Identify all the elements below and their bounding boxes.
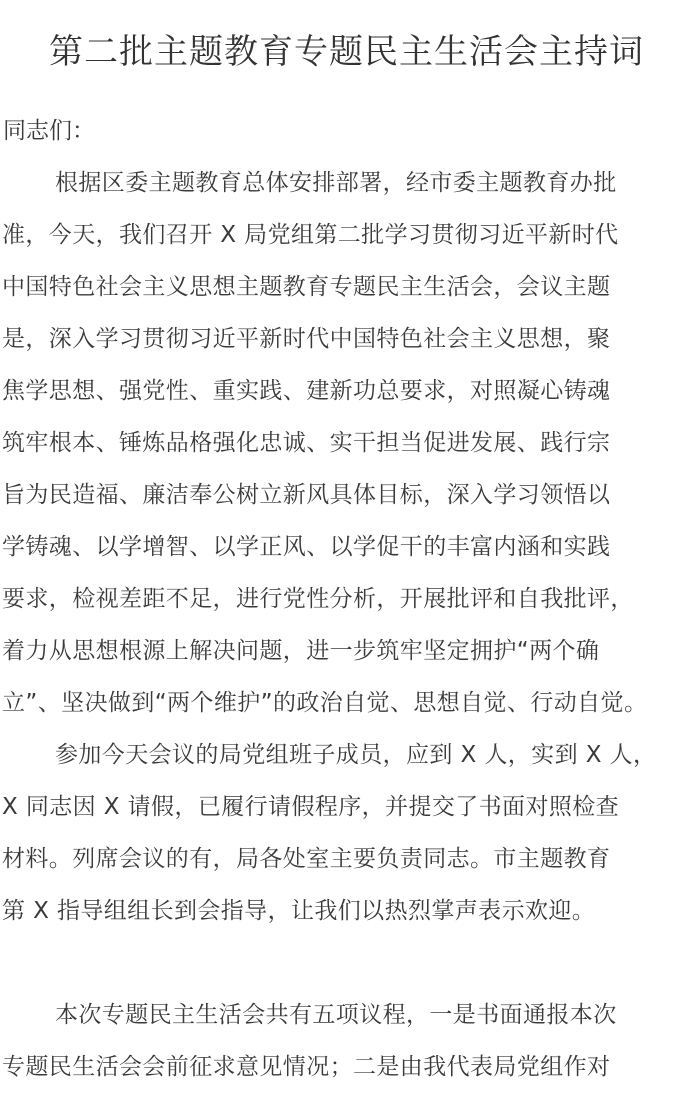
salutation: 同志们：	[3, 118, 95, 144]
paragraph-2-line: 材料。列席会议的有，局各处室主要负责同志。市主题教育	[2, 846, 611, 872]
paragraph-3-line: 专题民生活会会前征求意见情况；二是由我代表局党组作对	[2, 1054, 611, 1080]
paragraph-1-line: 焦学思想、强党性、重实践、建新功总要求，对照凝心铸魂	[2, 378, 611, 404]
paragraph-2-line: X 同志因 X 请假，已履行请假程序，并提交了书面对照检查	[2, 794, 620, 820]
paragraph-2-line: 参加今天会议的局党组班子成员，应到 X 人，实到 X 人，	[55, 742, 657, 768]
paragraph-1-line: 旨为民造福、廉洁奉公树立新风具体目标，深入学习领悟以	[2, 482, 611, 508]
paragraph-1-line: 要求，检视差距不足，进行党性分析，开展批评和自我批评，	[2, 586, 634, 612]
paragraph-1-line: 着力从思想根源上解决问题，进一步筑牢坚定拥护“两个确	[2, 638, 600, 664]
paragraph-3-line: 本次专题民主生活会共有五项议程，一是书面通报本次	[55, 1002, 617, 1028]
document-title: 第二批主题教育专题民主生活会主持词	[49, 32, 644, 72]
paragraph-1-line: 准，今天，我们召开 X 局党组第二批学习贯彻习近平新时代	[2, 222, 619, 248]
paragraph-1-line: 是，深入学习贯彻习近平新时代中国特色社会主义思想，聚	[2, 326, 611, 352]
paragraph-2-line: 第 X 指导组组长到会指导，让我们以热烈掌声表示欢迎。	[2, 898, 596, 924]
paragraph-1-line: 根据区委主题教育总体安排部署，经市委主题教育办批	[55, 170, 617, 196]
paragraph-1-line: 筑牢根本、锤炼品格强化忠诚、实干担当促进发展、践行宗	[2, 430, 611, 456]
paragraph-1-line: 中国特色社会主义思想主题教育专题民主生活会，会议主题	[2, 274, 611, 300]
paragraph-1-line: 立”、坚决做到“两个维护”的政治自觉、思想自觉、行动自觉。	[2, 690, 648, 716]
paragraph-1-line: 学铸魂、以学增智、以学正风、以学促干的丰富内涵和实践	[2, 534, 611, 560]
